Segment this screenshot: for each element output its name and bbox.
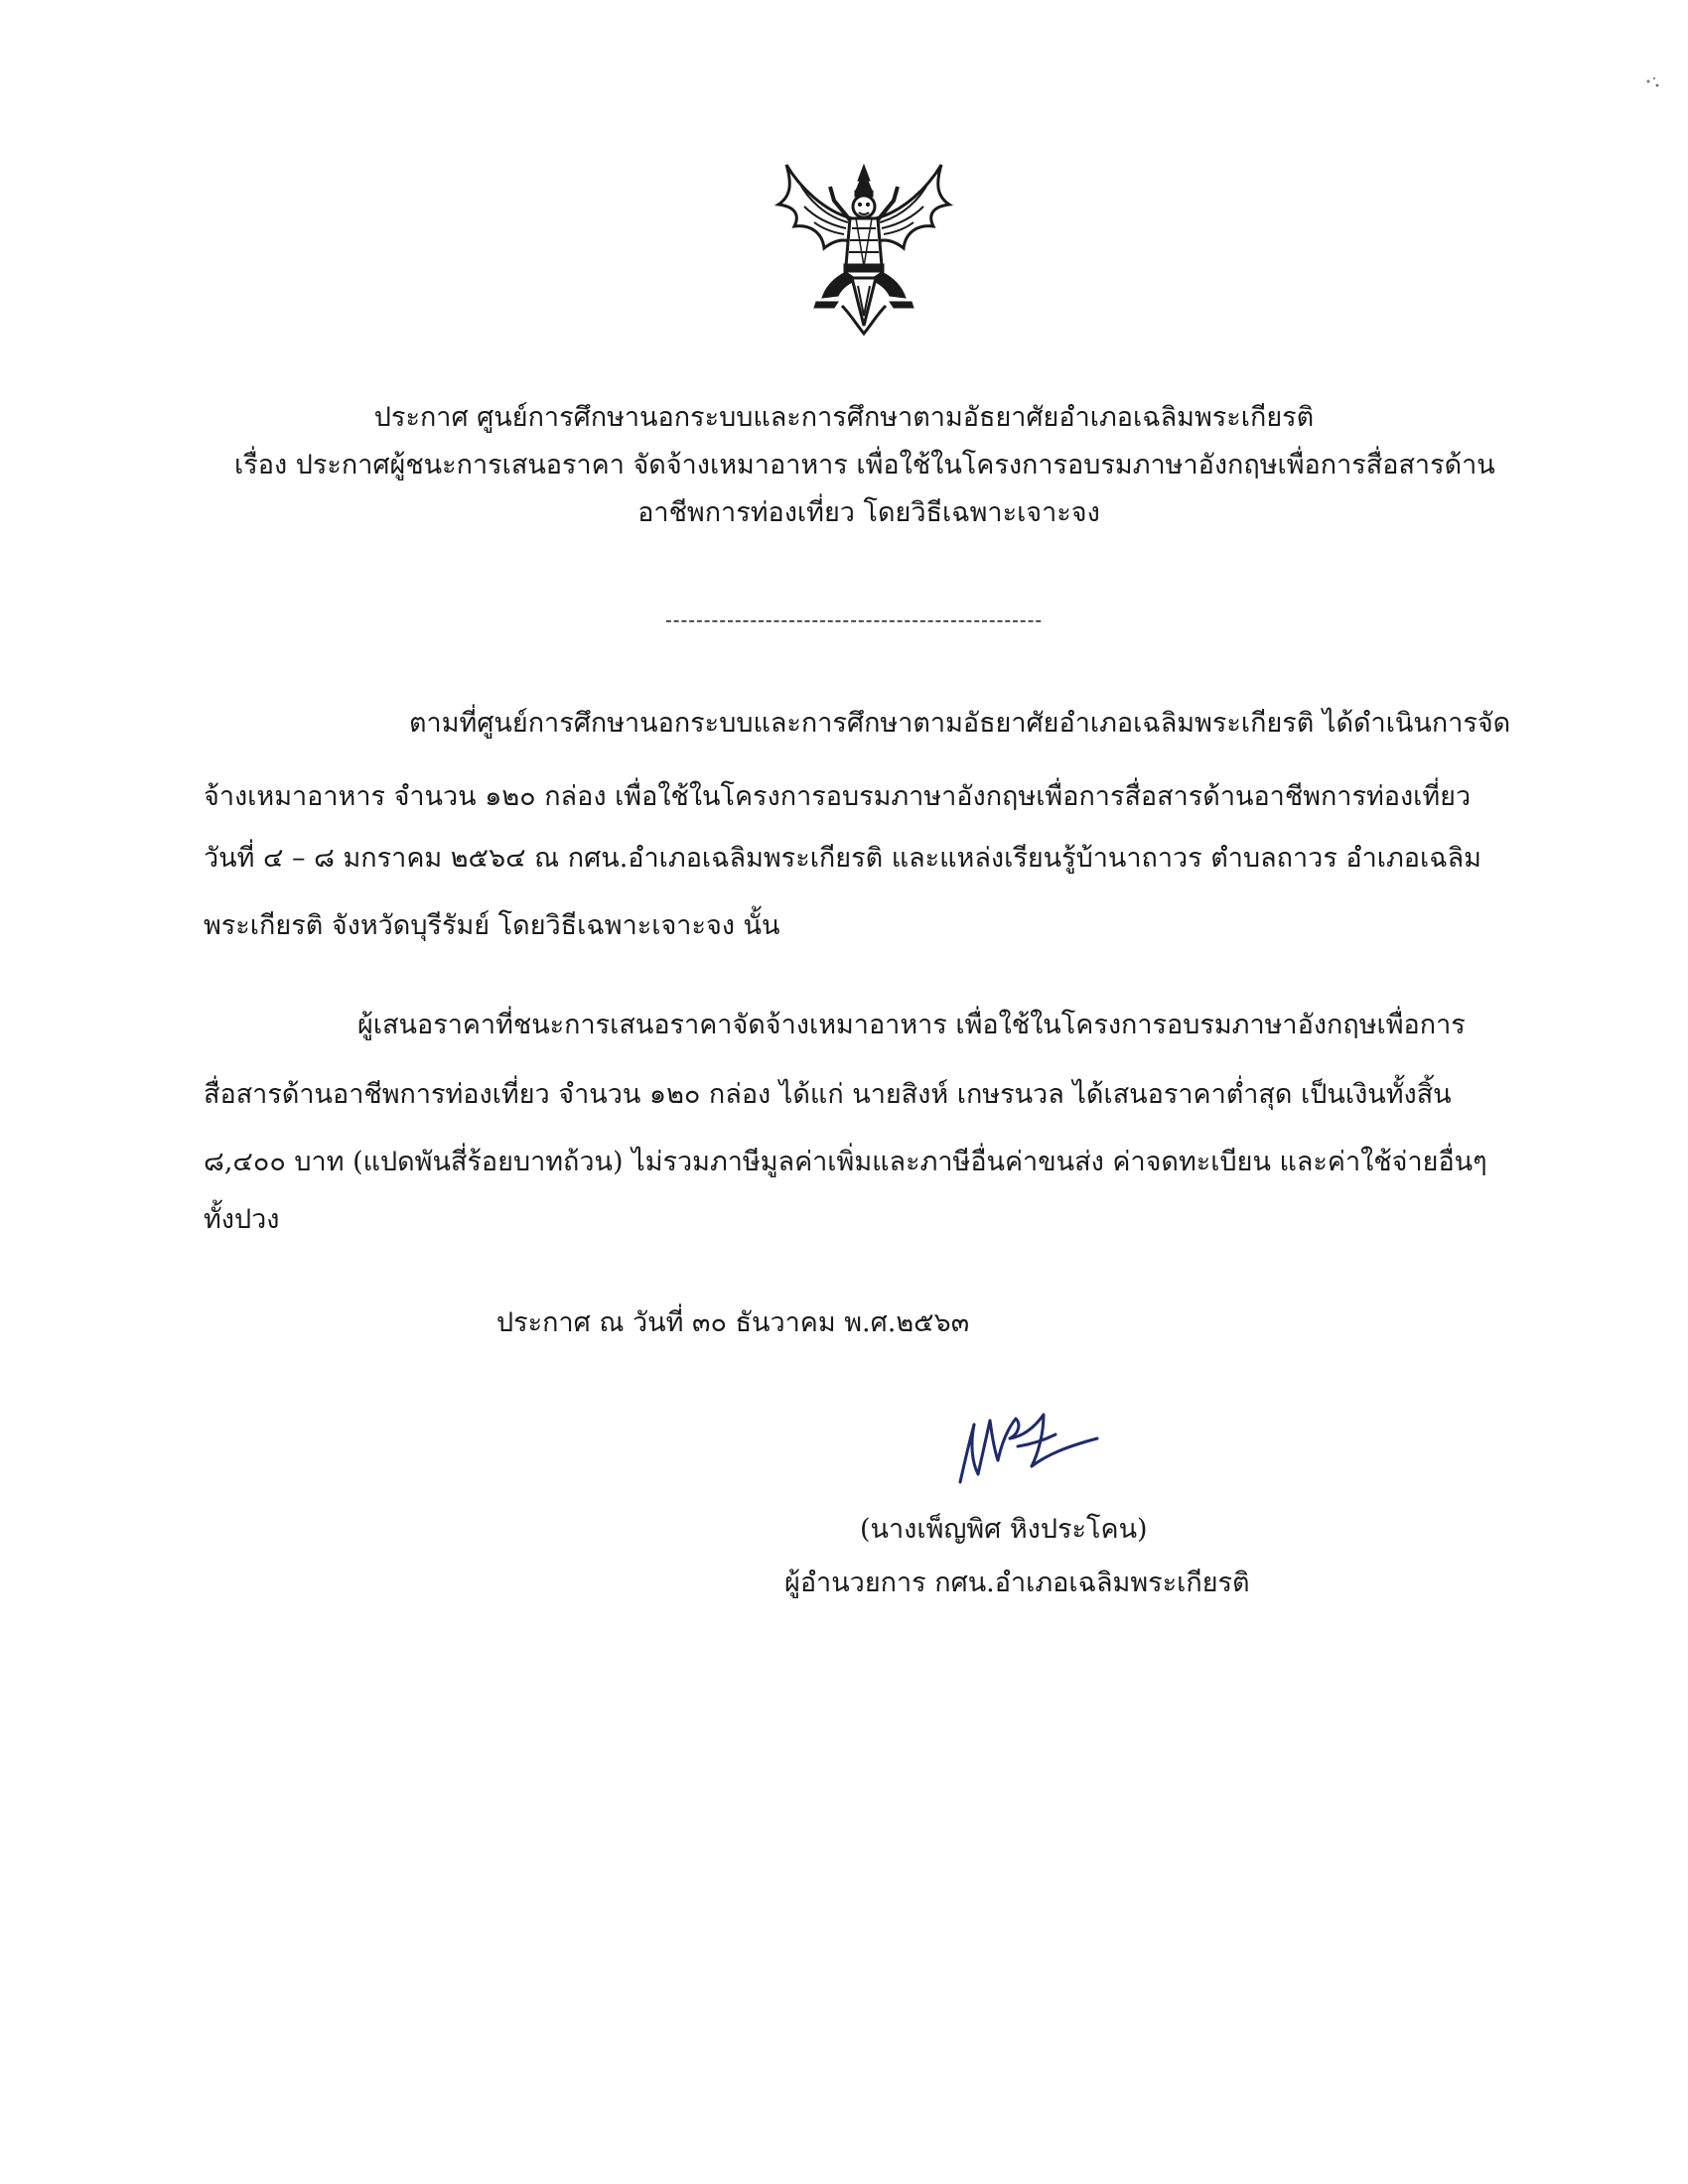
paragraph2-line4: ทั้งปวง	[204, 1204, 280, 1235]
paragraph1-line1: ตามที่ศูนย์การศึกษานอกระบบและการศึกษาตามอัธยาศัยอำเภอเฉลิมพระเกียรติ ได้ดำเนินการจัด	[409, 708, 1511, 739]
paragraph1-line3: วันที่ ๔ – ๘ มกราคม ๒๕๖๔ ณ กศน.อำเภอเฉลิมพระเกียรติ และแหล่งเรียนรู้บ้านาถาวร ตำบลถาวร อำเภอเฉลิม	[204, 843, 1481, 874]
header-divider: -------------------------------------------------	[665, 608, 1044, 631]
signatory-name: (นางเพ็ญพิศ หิงประโคน)	[860, 1514, 1148, 1545]
garuda-emblem-icon	[765, 157, 963, 345]
announcement-subject: เรื่อง ประกาศผู้ชนะการเสนอราคา จัดจ้างเหมาอาหาร เพื่อใช้ในโครงการอบรมภาษาอังกฤษเพื่อการสื่อสารด้าน	[234, 450, 1495, 480]
announcement-date: ประกาศ ณ วันที่ ๓๐ ธันวาคม พ.ศ.๒๕๖๓	[496, 1307, 970, 1338]
announcement-title: ประกาศ ศูนย์การศึกษานอกระบบและการศึกษาตามอัธยาศัยอำเภอเฉลิมพระเกียรติ	[373, 402, 1315, 433]
announcement-subject-continued: อาชีพการท่องเที่ยว โดยวิธีเฉพาะเจาะจง	[637, 497, 1100, 528]
scan-speck-mark	[1643, 71, 1665, 93]
paragraph2-line1: ผู้เสนอราคาที่ชนะการเสนอราคาจัดจ้างเหมาอาหาร เพื่อใช้ในโครงการอบรมภาษาอังกฤษเพื่อการ	[357, 1010, 1466, 1040]
handwritten-signature	[948, 1395, 1107, 1494]
paragraph1-line4: พระเกียรติ จังหวัดบุรีรัมย์ โดยวิธีเฉพาะเจาะจง นั้น	[204, 910, 780, 941]
paragraph2-line3: ๘,๔๐๐ บาท (แปดพันสี่ร้อยบาทถ้วน) ไม่รวมภาษีมูลค่าเพิ่มและภาษีอื่นค่าขนส่ง ค่าจดทะเบียน และค่าใช้จ่ายอื่นๆ	[204, 1147, 1487, 1177]
signatory-position: ผู้อำนวยการ กศน.อำเภอเฉลิมพระเกียรติ	[784, 1568, 1250, 1598]
paragraph1-line2: จ้างเหมาอาหาร จำนวน ๑๒๐ กล่อง เพื่อใช้ในโครงการอบรมภาษาอังกฤษเพื่อการสื่อสารด้านอาชีพการท่องเที่ยว	[204, 781, 1472, 812]
paragraph2-line2: สื่อสารด้านอาชีพการท่องเที่ยว จำนวน ๑๒๐ กล่อง ได้แก่ นายสิงห์ เกษรนวล ได้เสนอราคาต่ำสุด เป็นเงินทั้งสิ้น	[204, 1079, 1452, 1110]
